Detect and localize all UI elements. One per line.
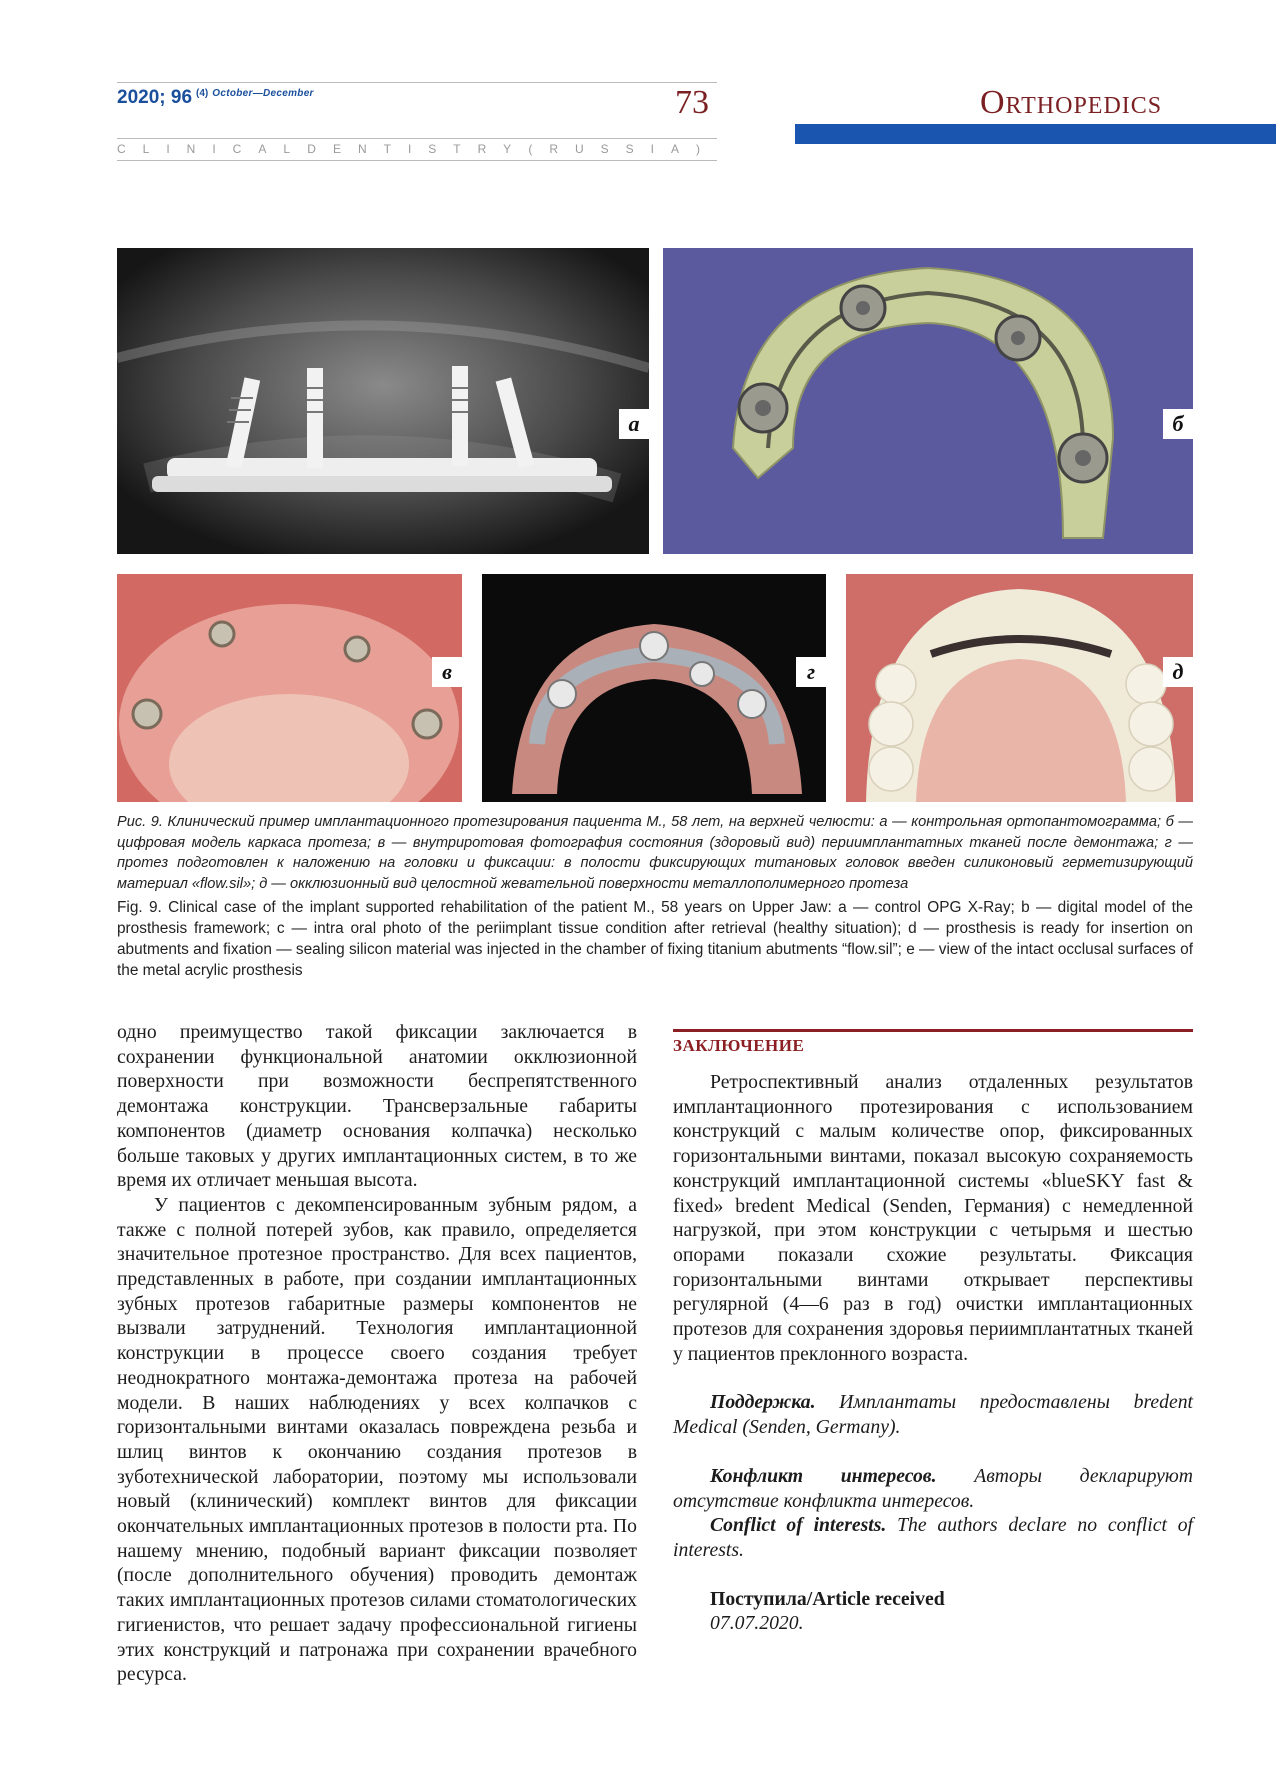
- paragraph-2: У пациентов с декомпенсированным зубным рядом, а также с полной потерей зубов, как правило, определяется значительное протезное пространство. Для всех пациентов, представленных в работе, при создании имплантационных зубных протезов габаритные размеры компонентов не вызвали затруднений. Технология имплантационной конструкции в процессе своего создания требует неоднократного монтажа-демонтажа протеза на рабочей модели. В наших наблюдениях у всех колпачков с горизонтальными винтами оказалась повреждена резьба и шлиц винтов к окончанию создания протезов в зуботехнической лаборатории, поэтому мы использовали новый (клинический) комплект винтов для фиксации окончательных имплантационных протезов в полости рта. По нашему мнению, подобный вариант фиксации позволяет (после дополнительного обучения) проводить демонтаж таких имплантационных протезов силами стоматологических гигиенистов, что решает задачу профессиональной гигиены этих конструкций и патронажа при сохранении врачебного ресурса.: [117, 1193, 637, 1686]
- digital-model-image: [663, 248, 1193, 554]
- figure-c-intraoral-photo: [117, 574, 462, 802]
- header-rule-mid: [117, 138, 717, 139]
- conflict-en-text: The authors declare no conflict of interests.: [673, 1514, 1194, 1561]
- figure-e-occlusal-view: [846, 574, 1193, 802]
- year-volume: 2020; 96: [117, 87, 193, 108]
- occlusal-image: [846, 574, 1193, 802]
- header-rule-bottom: [117, 160, 717, 161]
- journal-name: [117, 142, 717, 156]
- conflict-en: [673, 1513, 1193, 1562]
- figure-label-a: а: [619, 409, 649, 439]
- figure-label-b: б: [1163, 409, 1193, 439]
- support-text: Имплантаты предоставлены bredent Medical (Senden, Germany).: [673, 1391, 1194, 1439]
- received-label: [673, 1587, 1193, 1612]
- conflict-en-label: Conflict of interests.: [710, 1514, 887, 1537]
- figure-a-xray: [117, 248, 649, 554]
- conflict-ru-label: Конфликт интересов.: [710, 1464, 937, 1487]
- figure-d-prosthesis: [482, 574, 826, 802]
- issue-number: (4): [196, 87, 209, 99]
- header-rule-top: [117, 82, 717, 83]
- intraoral-image: [117, 574, 462, 802]
- figure-label-c: в: [432, 657, 462, 687]
- figure-b-digital-model: [663, 248, 1193, 554]
- figure-label-e: д: [1163, 657, 1193, 687]
- conclusion-text: Ретроспективный анализ отдаленных результатов имплантационного протезирования с использованием конструкций с малым количестве опор, фиксированных горизонтальными винтами, показал высокую сохраняемость конструкций имплантационной системы «blueSKY fast & fixed» bredent Medical (Senden, Германия) с немедленной нагрузкой, при этом конструкции с четырьмя и шестью опорами показали схожие результаты. Фиксация горизонтальными винтами открывает перспективы регулярной (4—6 раз в год) очистки имплантационных протезов для сохранения здоровья периимплантатных тканей у пациентов преклонного возраста.: [673, 1071, 1193, 1365]
- right-column: [673, 1070, 1193, 1636]
- figure-label-d: г: [796, 657, 826, 687]
- journal-word-1: CLINICAL: [117, 142, 308, 156]
- issue-period: October—December: [212, 87, 314, 99]
- paragraph-1: одно преимущество такой фиксации заключается в сохранении функциональной анатомии окклюзионной поверхности при возможности беспрепятственного демонтажа конструкции. Трансверзальные габариты компонентов (диаметр основания колпачка) несколько больше таковых у других имплантационных систем, в то же время их отличает меньшая высота.: [117, 1021, 637, 1192]
- received-heading: Поступила/Article received: [710, 1587, 945, 1610]
- journal-word-3: (RUSSIA): [528, 142, 717, 156]
- page-number: 73: [675, 84, 709, 121]
- support-label: Поддержка.: [710, 1391, 816, 1414]
- figure-caption-en: Fig. 9. Clinical case of the implant supported rehabilitation of the patient M., 58 years on Upper Jaw: a — control OPG X-Ray; b — digital model of the prosthesis framework; c — intra oral photo of the periimplant tissue condition after retrieval (healthy situation); d — prosthesis is ready for insertion on abutments and fixation — sealing silicon material was injected in the chamber of fixing titanium abutments “flow.sil”; e — view of the intact occlusal surfaces of the metal acrylic prosthesis: [117, 899, 1193, 979]
- prosthesis-image: [482, 574, 826, 802]
- received-date: 07.07.2020.: [710, 1612, 804, 1635]
- journal-word-2: DENTISTRY: [307, 142, 529, 156]
- journal-issue: [117, 87, 314, 109]
- conflict-ru-text: Авторы декларируют отсутствие конфликта интересов.: [673, 1464, 1193, 1512]
- support-note: [673, 1390, 1193, 1439]
- figure-caption-ru: Рис. 9. Клинический пример имплантационного протезирования пациента М., 58 лет, на верхней челюсти: а — контрольная ортопантомограмма; б — цифровая модель каркаса протеза; в — внутриротовая фотография состояния (здоровый вид) периимплантатных тканей после демонтажа; г — протез подготовлен к наложению на головки и фиксации: в полости фиксирующих титановых головок введен силиконовый герметизирующий материал «flow.sil»; д — окклюзионный вид целостной жевательной поверхности металлополимерного протеза: [117, 814, 1193, 892]
- xray-image: [117, 248, 649, 554]
- section-accent-bar: [795, 124, 1276, 144]
- conclusion-heading: ЗАКЛЮЧЕНИЕ: [673, 1036, 805, 1055]
- conflict-ru: [673, 1464, 1193, 1513]
- left-column: [117, 1020, 637, 1687]
- section-title: Orthopedics: [980, 84, 1163, 121]
- conclusion-rule: [673, 1029, 1193, 1032]
